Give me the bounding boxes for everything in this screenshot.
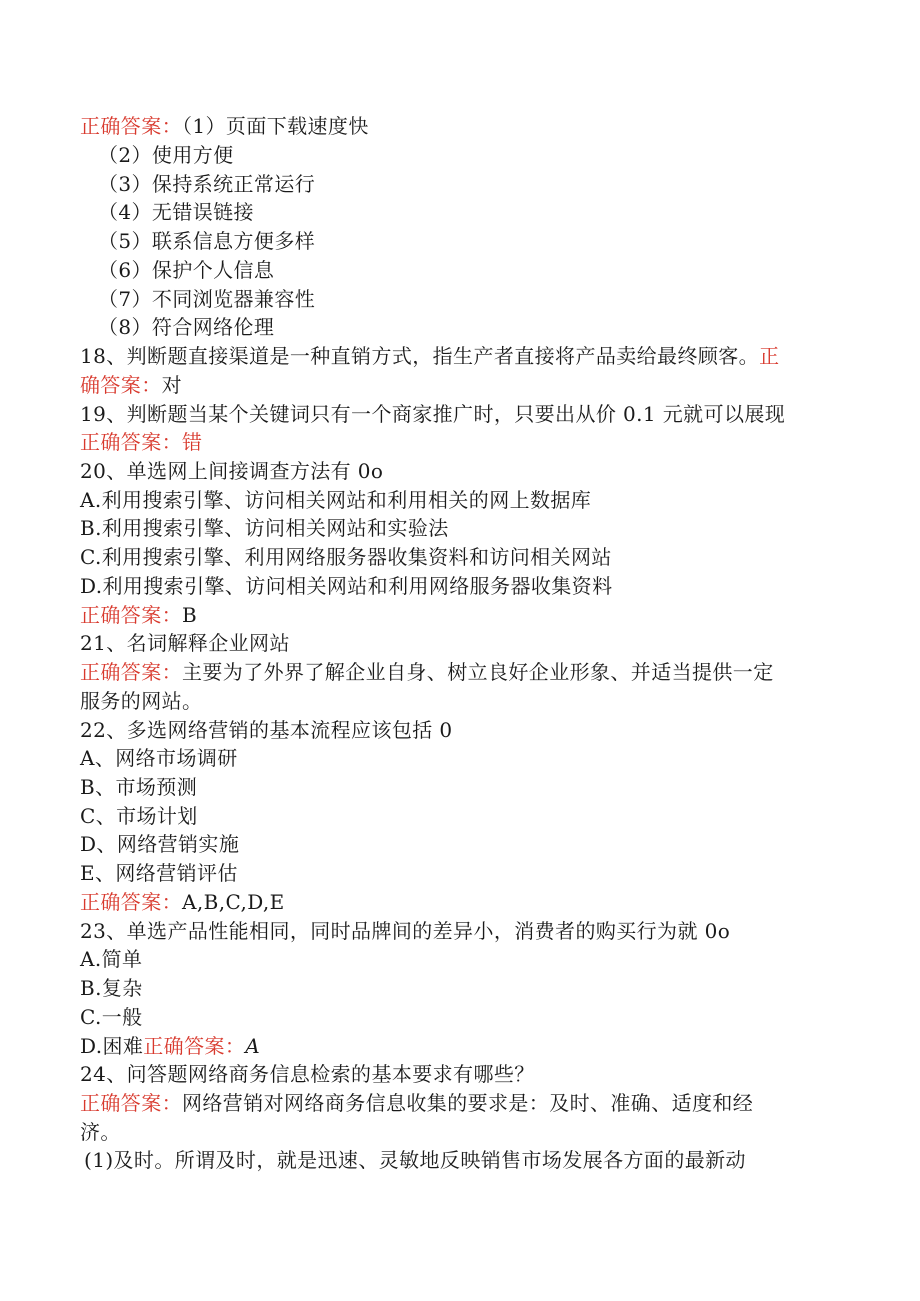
q18-answer-label-end: 确答案： — [80, 373, 162, 397]
q24-question: 24、问答题网络商务信息检索的基本要求有哪些？ — [80, 1062, 535, 1086]
q21-question: 21、名词解释企业网站 — [80, 631, 290, 655]
q23-answer: A — [245, 1034, 261, 1058]
q23-option-c: C.一般 — [80, 1005, 143, 1029]
q22-option-d: D、网络营销实施 — [80, 832, 240, 856]
q22-option-a: A、网络市场调研 — [80, 746, 238, 770]
answer-label: 正确答案： — [80, 114, 182, 138]
q21-answer-line — [80, 658, 774, 686]
q22-option-e: E、网络营销评估 — [80, 861, 238, 885]
q17-answer-line — [80, 112, 369, 140]
answer-label: 正确答案： — [80, 1091, 182, 1115]
q23-option-d-line — [80, 1032, 260, 1060]
q18-question — [80, 342, 779, 370]
q17-item-3: （3）保持系统正常运行 — [98, 172, 316, 196]
q19-answer-line — [80, 428, 202, 456]
answer-label: 正确答案： — [80, 890, 182, 914]
q24-answer-line — [80, 1089, 753, 1117]
q18-answer-line — [80, 371, 182, 399]
q17-item-7: （7）不同浏览器兼容性 — [98, 287, 316, 311]
q22-option-b: B、市场预测 — [80, 775, 198, 799]
q22-answer: A,B,C,D,E — [182, 890, 285, 914]
q17-item-6: （6）保护个人信息 — [98, 258, 275, 282]
q24-answer-text: 网络营销对网络商务信息收集的要求是：及时、准确、适度和经 — [182, 1091, 754, 1115]
q18-question-text: 18、判断题直接渠道是一种直销方式，指生产者直接将产品卖给最终顾客。 — [80, 344, 760, 368]
q22-option-c: C、市场计划 — [80, 804, 198, 828]
q23-option-d: D.困难 — [80, 1034, 144, 1058]
q20-answer-line — [80, 601, 197, 629]
q21-answer-text: 主要为了外界了解企业自身、树立良好企业形象、并适当提供一定 — [182, 660, 774, 684]
q23-option-a: A.简单 — [80, 947, 143, 971]
q20-option-b: B.利用搜索引擎、访问相关网站和实验法 — [80, 516, 449, 540]
q20-answer: B — [182, 603, 198, 627]
q24-answer-continued: 济。 — [80, 1120, 121, 1144]
q20-question: 20、单选网上间接调查方法有 0o — [80, 459, 384, 483]
q17-item-8: （8）符合网络伦理 — [98, 315, 275, 339]
q18-answer: 对 — [161, 373, 183, 397]
answer-label: 正确答案： — [80, 430, 182, 454]
q20-option-c: C.利用搜索引擎、利用网络服务器收集资料和访问相关网站 — [80, 545, 612, 569]
q22-question: 22、多选网络营销的基本流程应该包括 0 — [80, 718, 453, 742]
q17-item-4: （4）无错误链接 — [98, 200, 254, 224]
q18-answer-label-start: 正 — [759, 344, 780, 368]
q17-item-2: （2）使用方便 — [98, 143, 234, 167]
answer-label: 正确答案： — [80, 660, 182, 684]
q19-question: 19、判断题当某个关键词只有一个商家推广时，只要出从价 0.1 元就可以展现 — [80, 402, 786, 426]
q20-option-d: D.利用搜索引擎、访问相关网站和利用网络服务器收集资料 — [80, 574, 613, 598]
q17-item-1: （1）页面下载速度快 — [182, 114, 369, 138]
q20-option-a: A.利用搜索引擎、访问相关网站和利用相关的网上数据库 — [80, 488, 592, 512]
answer-label: 正确答案： — [80, 603, 182, 627]
q23-question: 23、单选产品性能相同，同时品牌间的差异小，消费者的购买行为就 0o — [80, 919, 731, 943]
q17-item-5: （5）联系信息方便多样 — [98, 229, 316, 253]
q22-answer-line — [80, 888, 285, 916]
q21-answer-continued: 服务的网站。 — [80, 689, 203, 713]
answer-label: 正确答案： — [143, 1034, 246, 1058]
q24-detail-1: (1)及时。所谓及时，就是迅速、灵敏地反映销售市场发展各方面的最新动 — [84, 1148, 746, 1172]
q23-option-b: B.复杂 — [80, 976, 143, 1000]
q19-answer: 错 — [182, 430, 203, 454]
